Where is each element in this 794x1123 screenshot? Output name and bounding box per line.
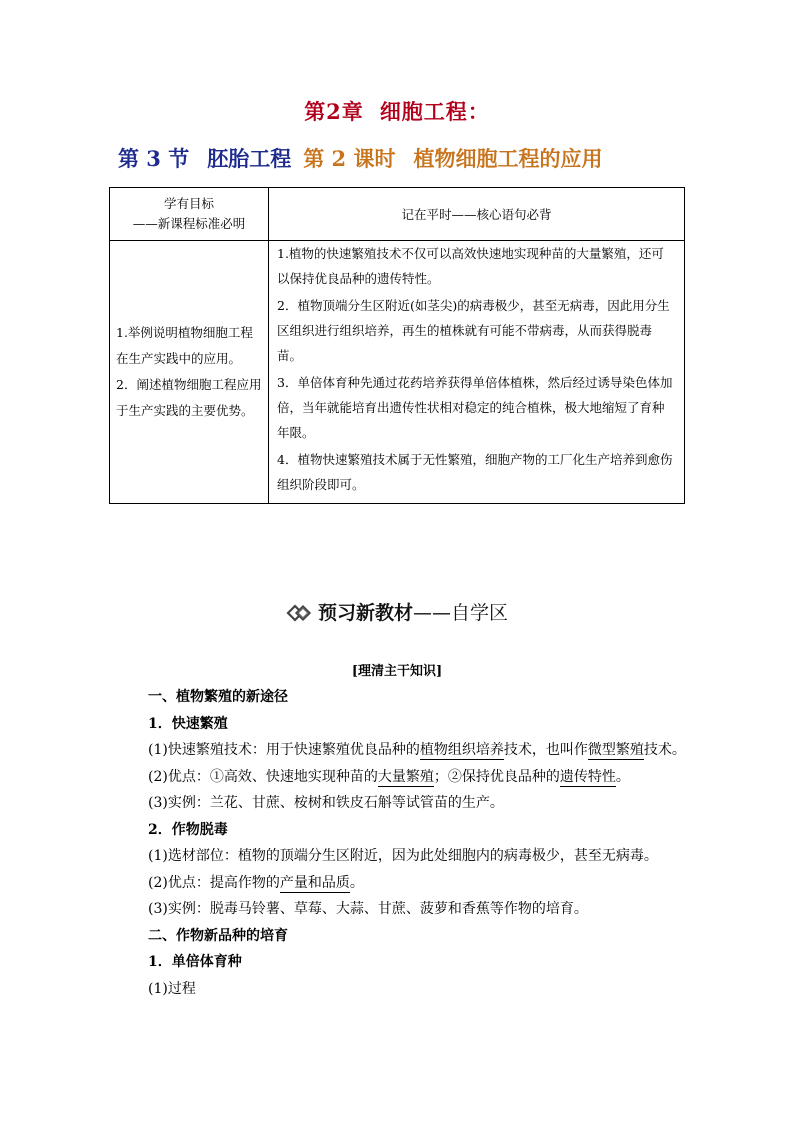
banner-title: 预习新教材: [317, 602, 413, 624]
left-header-line-1: 学有目标: [163, 196, 214, 211]
heading-2: 二、作物新品种的培育: [148, 927, 288, 944]
table-header-right: 记在平时——核心语句必背: [269, 188, 685, 241]
heading-2-1: 1．单倍体育种: [148, 954, 242, 970]
goal-item: 2．阐述植物细胞工程应用于生产实践的主要优势。: [116, 377, 262, 418]
paragraph: (1)过程: [148, 980, 196, 997]
learning-goals-cell: [110, 241, 269, 504]
lesson-name: 植物细胞工程的应用: [413, 146, 603, 171]
heading-1-2: 2．作物脱毒: [148, 821, 228, 838]
section-label: 第 3 节: [118, 146, 190, 171]
preview-banner: [0, 598, 794, 627]
chapter-title: [0, 96, 794, 126]
key-point-item: 2．植物顶端分生区附近(如茎尖)的病毒极少，甚至无病毒，因此用分生区组织进行组织培养，再生的植株就有可能不带病毒，从而获得脱毒苗。: [277, 298, 670, 363]
chapter-label: 第2章: [304, 99, 364, 124]
goal-item: 1.举例说明植物细胞工程在生产实践中的应用。: [116, 325, 253, 366]
paragraph: (1)选材部位：植物的顶端分生区附近，因为此处细胞内的病毒极少，甚至无病毒。: [148, 848, 658, 864]
goals-table: [109, 187, 685, 504]
body-content: [148, 684, 708, 1002]
table-header-left: [110, 188, 269, 241]
heading-1-1: 1．快速繁殖: [148, 715, 228, 732]
heading-1: 一、植物繁殖的新途径: [148, 689, 288, 705]
key-point-item: 1.植物的快速繁殖技术不仅可以高效快速地实现种苗的大量繁殖，还可以保持优良品种的遗传特性。: [277, 246, 664, 286]
lesson-label: 第 2 课时: [303, 146, 396, 171]
paragraph: (3)实例：兰花、甘蔗、桉树和铁皮石斛等试管苗的生产。: [148, 795, 504, 811]
paragraph: (1)快速繁殖技术：用于快速繁殖优良品种的植物组织培养技术，也叫作微型繁殖技术。: [148, 742, 686, 758]
banner-subtitle: ——自学区: [413, 602, 509, 624]
diamond-logo-icon: [286, 604, 312, 627]
paragraph: (3)实例：脱毒马铃薯、草莓、大蒜、甘蔗、菠萝和香蕉等作物的培育。: [148, 901, 588, 917]
key-point-item: 4．植物快速繁殖技术属于无性繁殖，细胞产物的工厂化生产培养到愈伤组织阶段即可。: [277, 452, 673, 492]
section-title: [118, 143, 602, 173]
left-header-line-2: ——新课程标准必明: [132, 216, 246, 231]
key-point-item: 3．单倍体育种先通过花药培养获得单倍体植株，然后经过诱导染色体加倍，当年就能培育出遗传性状相对稳定的纯合植株，极大地缩短了育种年限。: [277, 375, 673, 440]
paragraph: (2)优点：提高作物的产量和品质。: [148, 874, 364, 891]
chapter-name: 细胞工程：: [379, 99, 490, 124]
paragraph: (2)优点：①高效、快速地实现种苗的大量繁殖；②保持优良品种的遗传特性。: [148, 768, 630, 785]
sub-heading: [理清主干知识]: [351, 664, 443, 679]
section-name: 胚胎工程: [207, 146, 292, 171]
key-points-cell: [269, 241, 685, 504]
